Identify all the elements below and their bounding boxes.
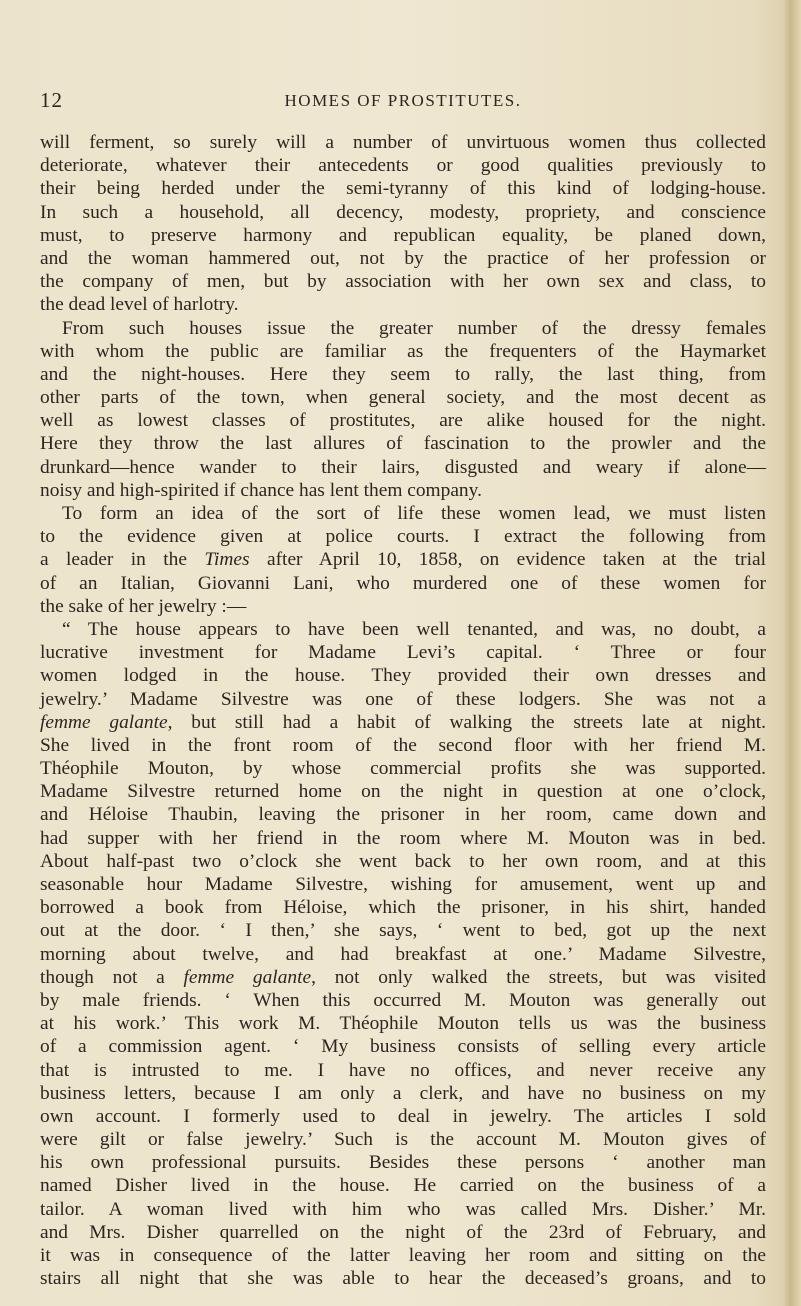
text-line [40,456,766,479]
text-segment: From such houses issue the greater number of the dressy females [62,317,766,339]
text-segment: “ The house appears to have been well tenanted, and was, no doubt, a [62,618,766,640]
text-line [40,432,766,455]
text-segment: well as lowest classes of prostitutes, are alike housed for the night. [40,410,766,432]
text-segment: own account. I formerly used to deal in jewelry. The articles I sold [40,1105,766,1127]
text-line [40,224,766,247]
text-line [40,572,766,595]
text-line [40,201,766,224]
text-segment: women lodged in the house. They provided their own dresses and [40,665,766,687]
text-line [40,850,766,873]
page-edge-shadow [783,0,801,1306]
italic-text: Times [204,549,250,571]
text-line [40,1174,766,1197]
text-line [40,293,766,316]
text-line [40,664,766,687]
text-segment: of a commission agent. ‘ My business consists of selling every article [40,1036,766,1058]
text-segment: had supper with her friend in the room where M. Mouton was in bed. [40,827,766,849]
text-line [40,688,766,711]
text-line [40,919,766,942]
text-segment: seasonable hour Madame Silvestre, wishing for amusement, went up and [40,874,766,895]
text-line [40,780,766,803]
text-line [40,177,766,200]
text-line [40,131,766,154]
text-segment: drunkard—hence wander to their lairs, disgusted and weary if alone— [40,456,766,478]
text-segment: Here they throw the last allures of fascination to the prowler and the [40,433,766,455]
text-segment: out at the door. ‘ I then,’ she says, ‘ went to bed, got up the next [40,920,766,942]
page-number: 12 [40,88,63,112]
text-segment: of an Italian, Giovanni Lani, who murdered one of these women for [40,572,766,594]
text-line [40,873,766,896]
italic-text: femme galante [183,966,312,988]
text-segment: noisy and high-spirited if chance has lent them company. [40,479,482,501]
text-line [40,757,766,780]
text-line [40,827,766,850]
text-line [40,1267,766,1290]
running-title: HOMES OF PROSTITUTES. [284,91,522,110]
text-line [40,363,766,386]
text-segment: their being herded under the semi-tyranny of this kind of lodging-house. [40,178,766,200]
text-segment: tailor. A woman lived with him who was called Mrs. Disher.’ Mr. [40,1198,766,1220]
text-line [40,525,766,548]
text-segment: the company of men, but by association with her own sex and class, to [40,271,766,293]
text-segment: jewelry.’ Madame Silvestre was one of these lodgers. She was not a [40,688,766,710]
text-line [40,896,766,919]
text-line [40,641,766,664]
text-line [40,479,766,502]
text-segment: with whom the public are familiar as the frequenters of the Haymarket [40,340,766,362]
text-segment: deteriorate, whatever their antecedents or good qualities previously to [40,155,766,177]
text-segment: other parts of the town, when general society, and the most decent as [40,387,766,409]
text-line [40,1059,766,1082]
text-segment: borrowed a book from Héloise, which the prisoner, in his shirt, handed [40,897,766,919]
text-line [40,1198,766,1221]
text-segment: business letters, because I am only a clerk, and have no business on my [40,1082,766,1104]
text-segment: To form an idea of the sort of life these women lead, we must listen [62,503,766,524]
text-segment: lucrative investment for Madame Levi’s capital. ‘ Three or four [40,642,766,664]
text-line [40,734,766,757]
italic-text: femme galante [40,711,168,733]
text-line [40,502,766,525]
text-segment: She lived in the front room of the second floor with her friend M. [40,734,766,756]
text-segment: will ferment, so surely will a number of unvirtuous women thus collected [40,132,766,153]
text-segment: Madame Silvestre returned home on the night in question at one o’clock, [40,781,766,803]
text-line [40,409,766,432]
text-segment: at his work.’ This work M. Théophile Mouton tells us was the business [40,1013,766,1035]
text-line [40,1244,766,1267]
text-segment: and the woman hammered out, not by the practice of her profession or [40,247,766,269]
text-segment: the sake of her jewelry :— [40,595,247,617]
page-header [40,88,766,118]
text-line [40,1151,766,1174]
text-line [40,803,766,826]
text-line [40,548,766,571]
text-line [40,595,766,618]
text-segment: morning about twelve, and had breakfast at one.’ Madame Silvestre, [40,943,766,965]
text-segment: , not only walked the streets, but was visited [311,966,767,988]
text-segment: must, to preserve harmony and republican equality, be planed down, [40,224,766,246]
text-line [40,340,766,363]
text-segment: his own professional pursuits. Besides these persons ‘ another man [40,1152,766,1174]
text-segment: Théophile Mouton, by whose commercial profits she was supported. [40,758,766,780]
text-line [40,1128,766,1151]
text-segment: were gilt or false jewelry.’ Such is the account M. Mouton gives of [40,1129,766,1151]
text-segment: though not a [40,966,184,988]
text-segment: the dead level of harlotry. [40,294,239,316]
text-segment: after April 10, 1858, on evidence taken at the trial [249,549,766,571]
text-segment: and the night-houses. Here they seem to rally, the last thing, from [40,363,766,385]
text-line [40,943,766,966]
text-segment: named Disher lived in the house. He carried on the business of a [40,1175,766,1197]
text-segment: that is intrusted to me. I have no offices, and never receive any [40,1059,766,1081]
text-segment: a leader in the [40,549,205,571]
text-line [40,247,766,270]
text-segment: and Héloise Thaubin, leaving the prisoner in her room, came down and [40,804,766,826]
text-segment: and Mrs. Disher quarrelled on the night of the 23rd of February, and [40,1221,766,1243]
text-line [40,618,766,641]
text-segment: by male friends. ‘ When this occurred M. Mouton was generally out [40,989,766,1011]
text-line [40,1082,766,1105]
text-segment: stairs all night that she was able to hear the deceased’s groans, and to [40,1268,766,1290]
text-line [40,386,766,409]
text-line [40,1035,766,1058]
text-line [40,154,766,177]
text-line [40,966,766,989]
text-segment: to the evidence given at police courts. I extract the following from [40,526,766,548]
text-line [40,317,766,340]
text-line [40,1221,766,1244]
text-segment: About half-past two o’clock she went back to her own room, and at this [40,850,766,872]
text-line [40,270,766,293]
text-line [40,711,766,734]
text-segment: , but still had a habit of walking the streets late at night. [167,711,766,733]
text-line [40,989,766,1012]
body-text [40,131,766,1290]
text-line [40,1105,766,1128]
text-line [40,1012,766,1035]
text-segment: it was in consequence of the latter leaving her room and sitting on the [40,1245,766,1266]
text-segment: In such a household, all decency, modesty, propriety, and conscience [40,201,766,223]
